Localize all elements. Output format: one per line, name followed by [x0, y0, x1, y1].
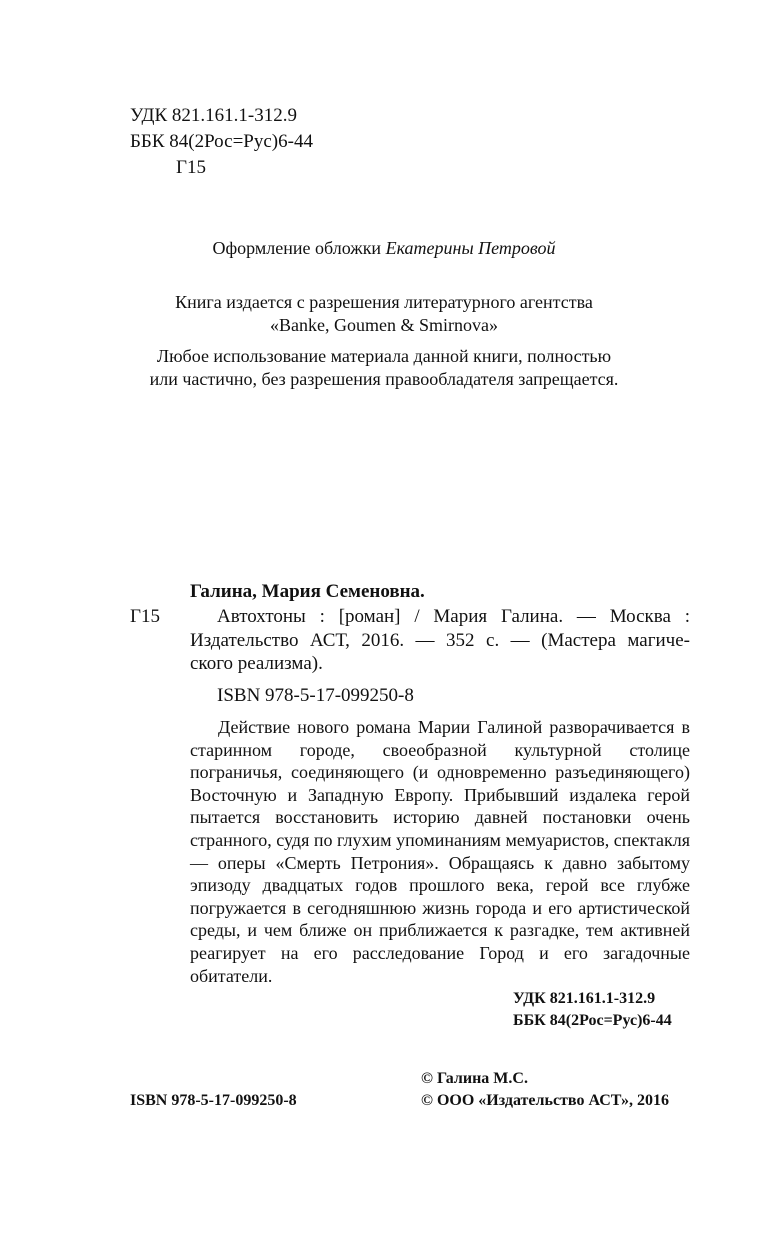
copyright-author: © Галина М.С.	[421, 1070, 528, 1087]
permission-line-2: «Banke, Goumen & Smirnova»	[270, 315, 498, 335]
footer-bbk: ББК 84(2Рос=Рус)6-44	[513, 1012, 672, 1029]
bib-description	[190, 605, 690, 676]
cover-design-label: Оформление обложки	[212, 238, 382, 258]
bib-author-mark: Г15	[130, 606, 160, 627]
footer-udk: УДК 821.161.1-312.9	[513, 990, 656, 1007]
permission-line-1: Книга издается с разрешения литературного агентства	[175, 292, 593, 312]
annotation-paragraph: Действие нового романа Марии Галиной разворачивается в старинном городе, своеобразной культурной столице пограничья, соединяющего (и одновременно разъединяющего) Восточную и Западную Европу. Прибывший издалека герой пытается восстановить историю давней постановки очень странного, судя по глухим упоминаниям мемуаристов, спектакля — оперы «Смерть Петрония». Обращаясь к давно забытому эпизоду двадцатых годов прошлого века, герой все глубже погружается в сегодняшнюю жизнь города и его артистической среды, и чем ближе он приближается к разгадке, тем активней реагирует на его расследование Город и его загадочные обитатели.	[190, 717, 690, 986]
bib-isbn: ISBN 978-5-17-099250-8	[217, 685, 414, 706]
bib-line-3: ского реализма).	[190, 653, 323, 674]
bib-line-2: Издательство АСТ, 2016. — 352 с. — (Мастера магиче-	[190, 629, 690, 651]
rights-notice-line-1: Любое использование материала данной книги, полностью	[156, 346, 612, 366]
copyright-publisher: © ООО «Издательство АСТ», 2016	[421, 1092, 670, 1109]
author-mark: Г15	[176, 157, 206, 178]
footer-isbn: ISBN 978-5-17-099250-8	[130, 1092, 297, 1109]
cover-design-credit	[0, 236, 768, 260]
rights-notice-line-2: или частично, без разрешения правообладателя запрещается.	[149, 369, 619, 389]
bib-author: Галина, Мария Семеновна.	[190, 581, 425, 602]
cover-designer-name: Екатерины Петровой	[385, 238, 556, 258]
bbk-code: ББК 84(2Рос=Рус)6-44	[130, 131, 313, 152]
udk-code: УДК 821.161.1-312.9	[130, 105, 297, 126]
bib-line-1: Автохтоны : [роман] / Мария Галина. — Москва :	[217, 606, 690, 627]
